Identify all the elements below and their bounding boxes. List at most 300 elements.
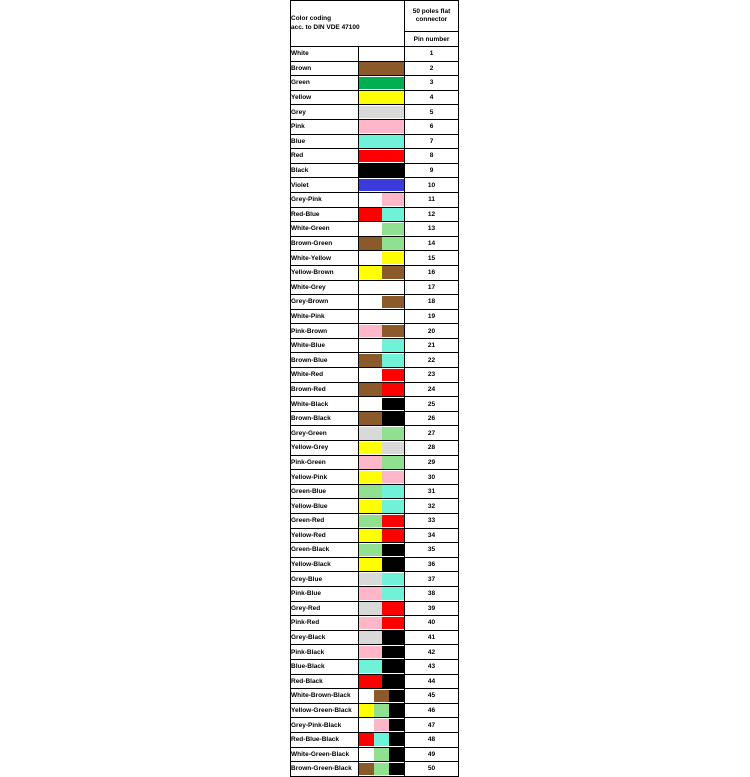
table-row — [291, 747, 459, 762]
table-row — [291, 411, 459, 426]
row-color-swatch — [359, 105, 405, 120]
table-row — [291, 630, 459, 645]
row-pin-number: 43 — [405, 659, 459, 674]
row-color-name: Green — [291, 76, 359, 91]
swatch-segment — [359, 631, 382, 644]
table-row — [291, 368, 459, 383]
table-row — [291, 455, 459, 470]
swatch-segment — [382, 442, 405, 455]
swatch-segment — [382, 660, 405, 673]
swatch-segment — [382, 354, 405, 367]
table-row — [291, 689, 459, 704]
row-color-name: Violet — [291, 178, 359, 193]
row-pin-number: 16 — [405, 265, 459, 280]
row-color-swatch — [359, 557, 405, 572]
row-pin-number: 4 — [405, 90, 459, 105]
row-pin-number: 15 — [405, 251, 459, 266]
row-color-swatch — [359, 645, 405, 660]
row-pin-number: 18 — [405, 295, 459, 310]
swatch-segment — [359, 383, 382, 396]
row-color-name: Blue-Black — [291, 659, 359, 674]
row-pin-number: 46 — [405, 703, 459, 718]
header-color-coding-line1: Color coding — [291, 14, 332, 22]
swatch-segment — [382, 573, 405, 586]
table-row — [291, 659, 459, 674]
table-row — [291, 514, 459, 529]
swatch-segment — [382, 456, 405, 469]
row-color-swatch — [359, 426, 405, 441]
row-pin-number: 35 — [405, 543, 459, 558]
swatch-segment — [382, 412, 405, 425]
row-color-name: Yellow-Black — [291, 557, 359, 572]
swatch-segment — [382, 369, 405, 382]
row-color-name: Yellow-Brown — [291, 265, 359, 280]
row-color-swatch — [359, 236, 405, 251]
swatch-segment — [382, 208, 405, 221]
swatch-segment — [359, 310, 382, 323]
row-color-swatch — [359, 61, 405, 76]
swatch-segment — [382, 485, 405, 498]
row-pin-number: 27 — [405, 426, 459, 441]
swatch-segment — [359, 558, 382, 571]
table-row — [291, 762, 459, 777]
table-header — [291, 1, 459, 47]
swatch-segment — [359, 369, 382, 382]
row-color-swatch — [359, 207, 405, 222]
header-connector-line1: 50 poles flat — [412, 7, 451, 15]
swatch-segment — [389, 733, 404, 746]
swatch-segment — [359, 252, 382, 265]
table-row — [291, 265, 459, 280]
row-color-swatch — [359, 192, 405, 207]
swatch-segment — [359, 164, 404, 177]
row-color-name: Grey-Blue — [291, 572, 359, 587]
swatch-segment — [374, 704, 389, 717]
row-pin-number: 29 — [405, 455, 459, 470]
row-color-swatch — [359, 178, 405, 193]
table-row — [291, 499, 459, 514]
table-row — [291, 397, 459, 412]
row-color-swatch — [359, 119, 405, 134]
table-row — [291, 470, 459, 485]
row-color-name: White-Black — [291, 397, 359, 412]
swatch-segment — [359, 456, 382, 469]
row-pin-number: 25 — [405, 397, 459, 412]
row-pin-number: 1 — [405, 47, 459, 62]
row-color-swatch — [359, 134, 405, 149]
table-row — [291, 178, 459, 193]
swatch-segment — [359, 485, 382, 498]
row-pin-number: 38 — [405, 586, 459, 601]
row-pin-number: 19 — [405, 309, 459, 324]
swatch-segment — [382, 515, 405, 528]
swatch-segment — [359, 690, 374, 703]
row-color-name: White-Red — [291, 368, 359, 383]
swatch-segment — [359, 660, 382, 673]
row-color-name: Brown-Black — [291, 411, 359, 426]
row-color-name: Grey-Pink — [291, 192, 359, 207]
table-row — [291, 674, 459, 689]
row-color-swatch — [359, 499, 405, 514]
swatch-segment — [389, 763, 404, 776]
row-pin-number: 45 — [405, 689, 459, 704]
swatch-segment — [359, 763, 374, 776]
row-pin-number: 26 — [405, 411, 459, 426]
swatch-segment — [382, 281, 405, 294]
row-pin-number: 48 — [405, 732, 459, 747]
swatch-segment — [382, 252, 405, 265]
row-color-name: Pink-Green — [291, 455, 359, 470]
row-color-swatch — [359, 353, 405, 368]
row-color-name: Red-Blue-Black — [291, 732, 359, 747]
row-pin-number: 23 — [405, 368, 459, 383]
row-pin-number: 30 — [405, 470, 459, 485]
swatch-segment — [359, 296, 382, 309]
row-color-swatch — [359, 732, 405, 747]
swatch-segment — [359, 617, 382, 630]
swatch-segment — [359, 587, 382, 600]
row-color-name: White-Green — [291, 222, 359, 237]
swatch-segment — [382, 617, 405, 630]
swatch-segment — [359, 325, 382, 338]
row-color-swatch — [359, 630, 405, 645]
table-row — [291, 207, 459, 222]
row-pin-number: 3 — [405, 76, 459, 91]
table-row — [291, 353, 459, 368]
table-row — [291, 703, 459, 718]
row-pin-number: 2 — [405, 61, 459, 76]
table-row — [291, 426, 459, 441]
swatch-segment — [359, 120, 404, 133]
row-color-swatch — [359, 455, 405, 470]
swatch-segment — [389, 704, 404, 717]
row-color-swatch — [359, 338, 405, 353]
swatch-segment — [382, 500, 405, 513]
row-color-name: Grey-Red — [291, 601, 359, 616]
row-color-swatch — [359, 572, 405, 587]
table-row — [291, 484, 459, 499]
table-row — [291, 441, 459, 456]
row-pin-number: 47 — [405, 718, 459, 733]
swatch-segment — [359, 193, 382, 206]
row-pin-number: 7 — [405, 134, 459, 149]
swatch-segment — [374, 719, 389, 732]
row-pin-number: 13 — [405, 222, 459, 237]
swatch-segment — [359, 48, 404, 61]
row-color-name: White-Blue — [291, 338, 359, 353]
swatch-segment — [359, 354, 382, 367]
swatch-segment — [374, 763, 389, 776]
row-color-name: Yellow-Green-Black — [291, 703, 359, 718]
table-row — [291, 149, 459, 164]
row-color-swatch — [359, 397, 405, 412]
row-color-swatch — [359, 382, 405, 397]
swatch-segment — [359, 646, 382, 659]
swatch-segment — [359, 704, 374, 717]
swatch-segment — [359, 675, 382, 688]
swatch-segment — [359, 179, 404, 192]
table-row — [291, 528, 459, 543]
row-color-swatch — [359, 90, 405, 105]
table-row — [291, 163, 459, 178]
swatch-segment — [359, 427, 382, 440]
swatch-segment — [382, 237, 405, 250]
row-pin-number: 17 — [405, 280, 459, 295]
row-color-swatch — [359, 47, 405, 62]
table-row — [291, 572, 459, 587]
row-color-name: Brown-Red — [291, 382, 359, 397]
table-body — [291, 47, 459, 777]
row-color-name: Yellow-Grey — [291, 441, 359, 456]
row-color-name: Yellow-Red — [291, 528, 359, 543]
swatch-segment — [389, 690, 404, 703]
row-color-name: Green-Black — [291, 543, 359, 558]
swatch-segment — [382, 471, 405, 484]
table-row — [291, 119, 459, 134]
row-color-swatch — [359, 543, 405, 558]
color-coding-table — [290, 0, 459, 777]
swatch-segment — [382, 427, 405, 440]
swatch-segment — [382, 558, 405, 571]
table-row — [291, 295, 459, 310]
row-pin-number: 42 — [405, 645, 459, 660]
row-pin-number: 37 — [405, 572, 459, 587]
row-color-name: Black — [291, 163, 359, 178]
row-pin-number: 5 — [405, 105, 459, 120]
row-color-name: Green-Blue — [291, 484, 359, 499]
row-color-swatch — [359, 324, 405, 339]
row-pin-number: 8 — [405, 149, 459, 164]
row-color-swatch — [359, 762, 405, 777]
row-color-swatch — [359, 251, 405, 266]
swatch-segment — [359, 62, 404, 75]
swatch-segment — [374, 690, 389, 703]
swatch-segment — [359, 515, 382, 528]
row-pin-number: 50 — [405, 762, 459, 777]
swatch-segment — [359, 266, 382, 279]
table-row — [291, 76, 459, 91]
swatch-segment — [359, 77, 404, 90]
swatch-segment — [382, 631, 405, 644]
row-color-swatch — [359, 484, 405, 499]
swatch-segment — [382, 602, 405, 615]
row-color-name: Grey — [291, 105, 359, 120]
row-pin-number: 14 — [405, 236, 459, 251]
row-color-name: White-Green-Black — [291, 747, 359, 762]
row-color-name: Grey-Green — [291, 426, 359, 441]
table-row — [291, 601, 459, 616]
row-pin-number: 24 — [405, 382, 459, 397]
row-pin-number: 11 — [405, 192, 459, 207]
table-row — [291, 134, 459, 149]
swatch-segment — [382, 544, 405, 557]
row-color-swatch — [359, 514, 405, 529]
header-connector-line2: connector — [415, 16, 448, 23]
row-color-name: White-Yellow — [291, 251, 359, 266]
swatch-segment — [359, 150, 404, 163]
table-row — [291, 718, 459, 733]
row-color-name: White — [291, 47, 359, 62]
swatch-segment — [359, 135, 404, 148]
row-pin-number: 12 — [405, 207, 459, 222]
swatch-segment — [359, 208, 382, 221]
table-row — [291, 192, 459, 207]
row-color-swatch — [359, 703, 405, 718]
row-color-name: Red-Blue — [291, 207, 359, 222]
swatch-segment — [382, 339, 405, 352]
swatch-segment — [359, 442, 382, 455]
swatch-segment — [382, 266, 405, 279]
row-pin-number: 6 — [405, 119, 459, 134]
header-pin-number: Pin number — [405, 32, 459, 47]
swatch-segment — [382, 529, 405, 542]
row-color-swatch — [359, 411, 405, 426]
row-color-name: Pink-Red — [291, 616, 359, 631]
swatch-segment — [382, 193, 405, 206]
row-color-swatch — [359, 265, 405, 280]
swatch-segment — [382, 675, 405, 688]
table-row — [291, 557, 459, 572]
row-pin-number: 34 — [405, 528, 459, 543]
table-row — [291, 280, 459, 295]
swatch-segment — [359, 223, 382, 236]
row-pin-number: 33 — [405, 514, 459, 529]
row-color-swatch — [359, 718, 405, 733]
row-color-name: Yellow-Pink — [291, 470, 359, 485]
row-color-name: Yellow — [291, 90, 359, 105]
row-pin-number: 31 — [405, 484, 459, 499]
row-color-swatch — [359, 674, 405, 689]
swatch-segment — [359, 544, 382, 557]
row-pin-number: 36 — [405, 557, 459, 572]
row-color-name: White-Brown-Black — [291, 689, 359, 704]
swatch-segment — [382, 646, 405, 659]
table-row — [291, 543, 459, 558]
row-color-name: Red-Black — [291, 674, 359, 689]
table-row — [291, 324, 459, 339]
swatch-segment — [382, 587, 405, 600]
row-pin-number: 20 — [405, 324, 459, 339]
row-color-name: Green-Red — [291, 514, 359, 529]
swatch-segment — [359, 281, 382, 294]
swatch-segment — [359, 573, 382, 586]
row-pin-number: 10 — [405, 178, 459, 193]
row-color-swatch — [359, 689, 405, 704]
row-color-swatch — [359, 441, 405, 456]
row-color-swatch — [359, 149, 405, 164]
table-row — [291, 251, 459, 266]
row-color-swatch — [359, 222, 405, 237]
row-color-swatch — [359, 163, 405, 178]
row-color-swatch — [359, 309, 405, 324]
row-color-name: Pink-Black — [291, 645, 359, 660]
row-color-name: Blue — [291, 134, 359, 149]
row-pin-number: 44 — [405, 674, 459, 689]
header-connector — [405, 1, 459, 32]
row-color-name: Brown-Blue — [291, 353, 359, 368]
row-color-name: White-Grey — [291, 280, 359, 295]
swatch-segment — [382, 398, 405, 411]
swatch-segment — [382, 223, 405, 236]
table-row — [291, 382, 459, 397]
swatch-segment — [359, 339, 382, 352]
row-pin-number: 41 — [405, 630, 459, 645]
table-row — [291, 222, 459, 237]
row-color-name: Brown — [291, 61, 359, 76]
table-row — [291, 732, 459, 747]
header-color-coding — [291, 1, 405, 47]
header-color-coding-line2: acc. to DIN VDE 47100 — [291, 23, 360, 31]
row-color-name: Pink — [291, 119, 359, 134]
table-row — [291, 338, 459, 353]
swatch-segment — [359, 237, 382, 250]
swatch-segment — [359, 106, 404, 119]
row-pin-number: 49 — [405, 747, 459, 762]
table-row — [291, 586, 459, 601]
row-color-swatch — [359, 280, 405, 295]
swatch-segment — [382, 296, 405, 309]
swatch-segment — [359, 91, 404, 104]
row-pin-number: 22 — [405, 353, 459, 368]
row-pin-number: 40 — [405, 616, 459, 631]
row-color-swatch — [359, 470, 405, 485]
swatch-segment — [359, 500, 382, 513]
swatch-segment — [359, 412, 382, 425]
row-color-swatch — [359, 659, 405, 674]
row-color-swatch — [359, 616, 405, 631]
swatch-segment — [359, 471, 382, 484]
row-color-name: Grey-Brown — [291, 295, 359, 310]
row-color-name: Brown-Green-Black — [291, 762, 359, 777]
swatch-segment — [382, 325, 405, 338]
row-color-swatch — [359, 368, 405, 383]
table-row — [291, 645, 459, 660]
row-color-swatch — [359, 76, 405, 91]
row-color-name: Pink-Blue — [291, 586, 359, 601]
row-color-name: White-Pink — [291, 309, 359, 324]
row-pin-number: 21 — [405, 338, 459, 353]
swatch-segment — [382, 383, 405, 396]
row-pin-number: 28 — [405, 441, 459, 456]
swatch-segment — [382, 310, 405, 323]
swatch-segment — [359, 602, 382, 615]
table-row — [291, 90, 459, 105]
row-color-name: Brown-Green — [291, 236, 359, 251]
swatch-segment — [374, 733, 389, 746]
table-row — [291, 616, 459, 631]
table-row — [291, 47, 459, 62]
row-pin-number: 39 — [405, 601, 459, 616]
row-color-swatch — [359, 586, 405, 601]
swatch-segment — [359, 529, 382, 542]
row-color-swatch — [359, 295, 405, 310]
row-color-name: Grey-Black — [291, 630, 359, 645]
row-color-name: Red — [291, 149, 359, 164]
row-pin-number: 32 — [405, 499, 459, 514]
swatch-segment — [359, 719, 374, 732]
row-color-swatch — [359, 601, 405, 616]
swatch-segment — [359, 398, 382, 411]
row-pin-number: 9 — [405, 163, 459, 178]
swatch-segment — [359, 733, 374, 746]
table-header-row-1 — [291, 1, 459, 32]
row-color-name: Pink-Brown — [291, 324, 359, 339]
swatch-segment — [389, 719, 404, 732]
table-row — [291, 309, 459, 324]
row-color-swatch — [359, 747, 405, 762]
row-color-name: Grey-Pink-Black — [291, 718, 359, 733]
table-row — [291, 236, 459, 251]
